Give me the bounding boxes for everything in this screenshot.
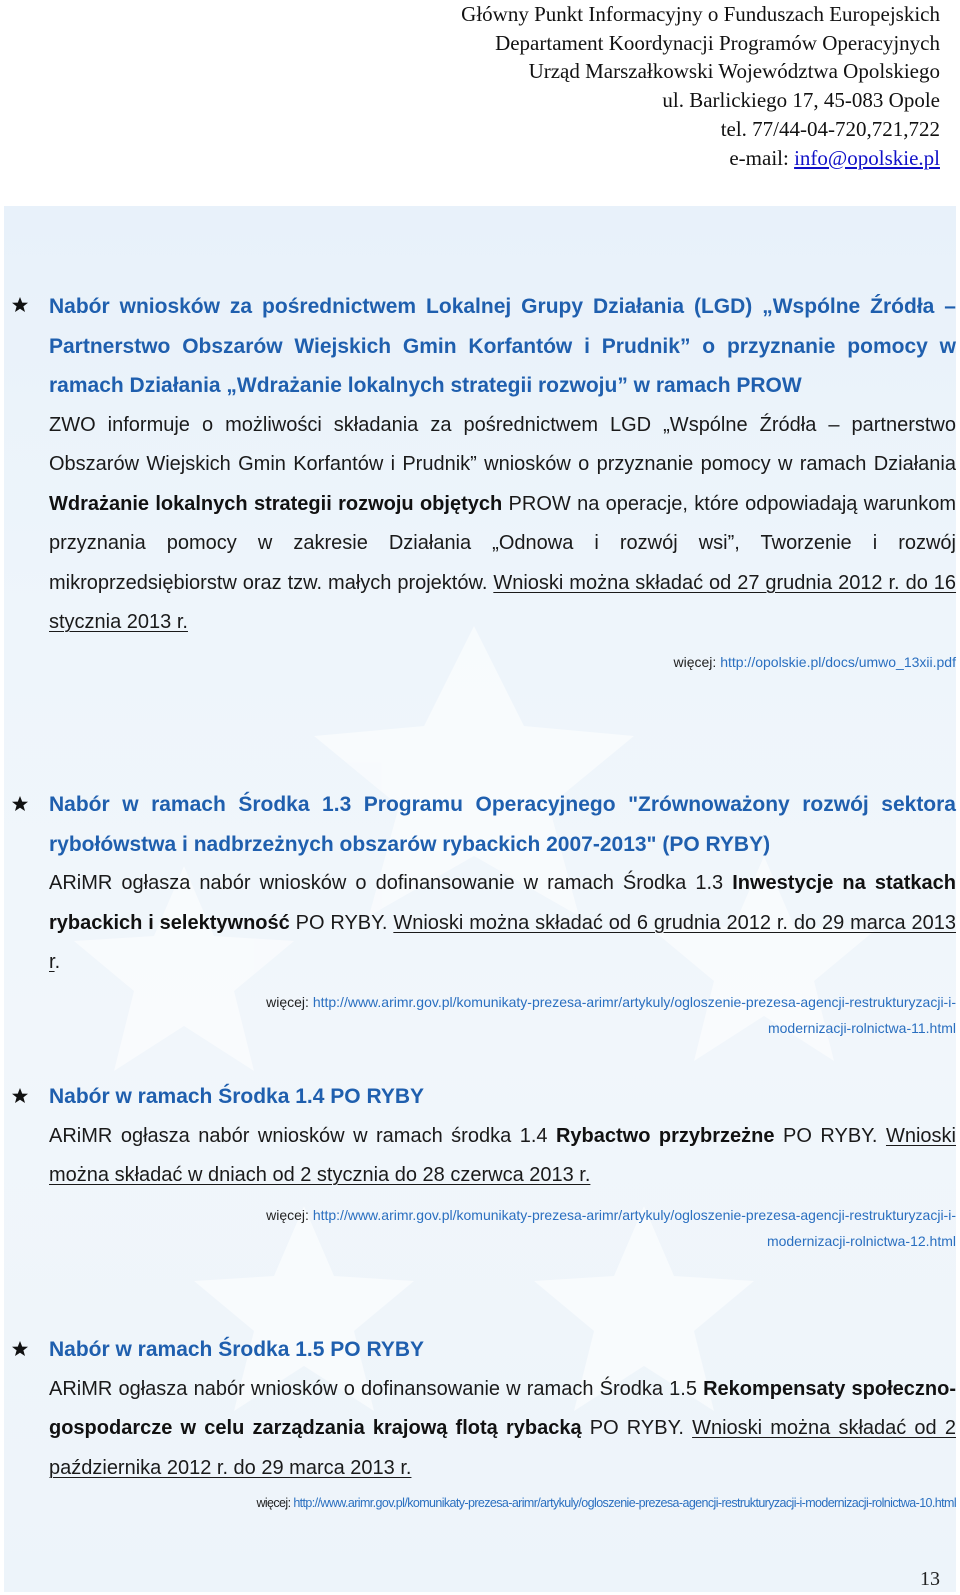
more-line-2 bbox=[49, 1015, 956, 1041]
more-link[interactable]: http://opolskie.pl/docs/umwo_13xii.pdf bbox=[720, 653, 956, 670]
deadline-text: Wnioski można składać od 6 grudnia 2012 r. do 29 marca 2013 r bbox=[49, 911, 956, 973]
body-text: PROW na operacje, które odpowiadają warunkom przyznania pomocy w zakresie Działania „Odnowa i rozwój wsi”, Tworzenie i rozwój mikroprzedsiębiorstw oraz tzw. małych projektów. bbox=[49, 492, 956, 594]
more-label: więcej: bbox=[673, 653, 721, 670]
body-text: . bbox=[54, 951, 61, 973]
body-bold: Wdrażanie lokalnych strategii rozwoju objętych bbox=[49, 492, 503, 515]
more-info bbox=[49, 1490, 956, 1516]
body-text: PO RYBY. bbox=[774, 1124, 886, 1147]
deadline-text: Wnioski można składać od 27 grudnia 2012 r. do 16 stycznia 2013 r. bbox=[49, 571, 957, 633]
body-text: PO RYBY. bbox=[581, 1417, 693, 1439]
section-title: Nabór w ramach Środka 1.5 PO RYBY bbox=[49, 1338, 425, 1361]
more-info bbox=[49, 989, 956, 1041]
star-bullet-icon bbox=[10, 295, 30, 315]
star-bullet-icon bbox=[10, 1086, 30, 1106]
header-line-2: Departament Koordynacji Programów Operacyjnych bbox=[495, 30, 940, 55]
section-body bbox=[49, 1117, 956, 1196]
section-title: Nabór w ramach Środka 1.4 PO RYBY bbox=[49, 1085, 425, 1108]
body-text: PO RYBY. bbox=[289, 911, 394, 934]
more-line-2 bbox=[49, 1228, 956, 1254]
more-info bbox=[49, 649, 956, 675]
section-srodek-1-5 bbox=[49, 1330, 956, 1516]
section-body bbox=[49, 1370, 956, 1489]
header-line-3: Urząd Marszałkowski Województwa Opolskiego bbox=[528, 59, 940, 84]
email-link[interactable]: info@opolskie.pl bbox=[794, 145, 940, 170]
email-label: e-mail: bbox=[729, 145, 795, 170]
body-bold: Inwestycje na statkach rybackich i selektywność bbox=[49, 872, 956, 934]
header-line-5: tel. 77/44-04-720,721,722 bbox=[720, 116, 940, 141]
more-label: więcej: bbox=[256, 1496, 294, 1510]
more-link[interactable]: modernizacji-rolnictwa-12.html bbox=[766, 1232, 956, 1249]
body-text: ARiMR ogłasza nabór wniosków w ramach środka 1.4 bbox=[49, 1124, 556, 1147]
more-info bbox=[49, 1202, 956, 1254]
body-text: ZWO informuje o możliwości składania za pośrednictwem LGD „Wspólne Źródła – partnerstwo Obszarów Wiejskich Gmin Korfantów i Prudnik” wniosków o przyznanie pomocy w ramach Działania bbox=[49, 413, 956, 475]
more-link[interactable]: http://www.arimr.gov.pl/komunikaty-prezesa-arimr/artykuly/ogloszenie-prezesa-agencji-restrukturyzacji-i- bbox=[312, 993, 956, 1010]
section-srodek-1-3 bbox=[49, 785, 956, 1041]
section-lgd bbox=[49, 287, 956, 675]
section-title: Nabór wniosków za pośrednictwem Lokalnej Grupy Działania (LGD) „Wspólne Źródła – Partnerstwo Obszarów Wiejskich Gmin Korfantów i Prudnik” o przyznanie pomocy w ramach Działania „Wdrażanie lokalnych strategii rozwoju” w ramach PROW bbox=[49, 295, 956, 397]
header-line-1: Główny Punkt Informacyjny o Funduszach Europejskich bbox=[461, 2, 940, 26]
more-line-1 bbox=[49, 1202, 956, 1228]
page-number: 13 bbox=[920, 1568, 940, 1590]
section-body bbox=[49, 406, 956, 643]
section-body bbox=[49, 864, 956, 983]
body-bold: Rekompensaty społeczno-gospodarcze w celu zarządzania krajową flotą rybacką bbox=[49, 1377, 956, 1439]
body-text: ARiMR ogłasza nabór wniosków o dofinansowanie w ramach Środka 1.3 bbox=[49, 872, 733, 894]
more-link[interactable]: http://www.arimr.gov.pl/komunikaty-prezesa-arimr/artykuly/ogloszenie-prezesa-agencji-restrukturyzacji-i- bbox=[312, 1206, 956, 1223]
section-title: Nabór w ramach Środka 1.3 Programu Operacyjnego "Zrównoważony rozwój sektora rybołówstwa i nadbrzeżnych obszarów rybackich 2007-2013" (PO RYBY) bbox=[49, 793, 956, 856]
deadline-text: Wnioski można składać w dniach od 2 stycznia do 28 czerwca 2013 r. bbox=[49, 1124, 956, 1186]
body-bold: Rybactwo przybrzeżne bbox=[555, 1124, 775, 1147]
more-link[interactable]: http://www.arimr.gov.pl/komunikaty-prezesa-arimr/artykuly/ogloszenie-prezesa-agencji-restrukturyzacji-i-modernizacji-rolnictwa-10.html bbox=[293, 1496, 956, 1510]
deadline-text: Wnioski można składać od 2 października 2012 r. do 29 marca 2013 r. bbox=[49, 1417, 956, 1479]
body-text: ARiMR ogłasza nabór wniosków o dofinansowanie w ramach Środka 1.5 bbox=[49, 1377, 704, 1400]
more-label: więcej: bbox=[266, 993, 313, 1010]
more-link[interactable]: modernizacji-rolnictwa-11.html bbox=[767, 1019, 956, 1036]
more-line-1 bbox=[49, 989, 956, 1015]
section-srodek-1-4 bbox=[49, 1077, 956, 1254]
header-line-4: ul. Barlickiego 17, 45-083 Opole bbox=[662, 88, 940, 113]
star-bullet-icon bbox=[10, 1339, 30, 1359]
more-label: więcej: bbox=[266, 1206, 313, 1223]
star-bullet-icon bbox=[10, 794, 30, 814]
